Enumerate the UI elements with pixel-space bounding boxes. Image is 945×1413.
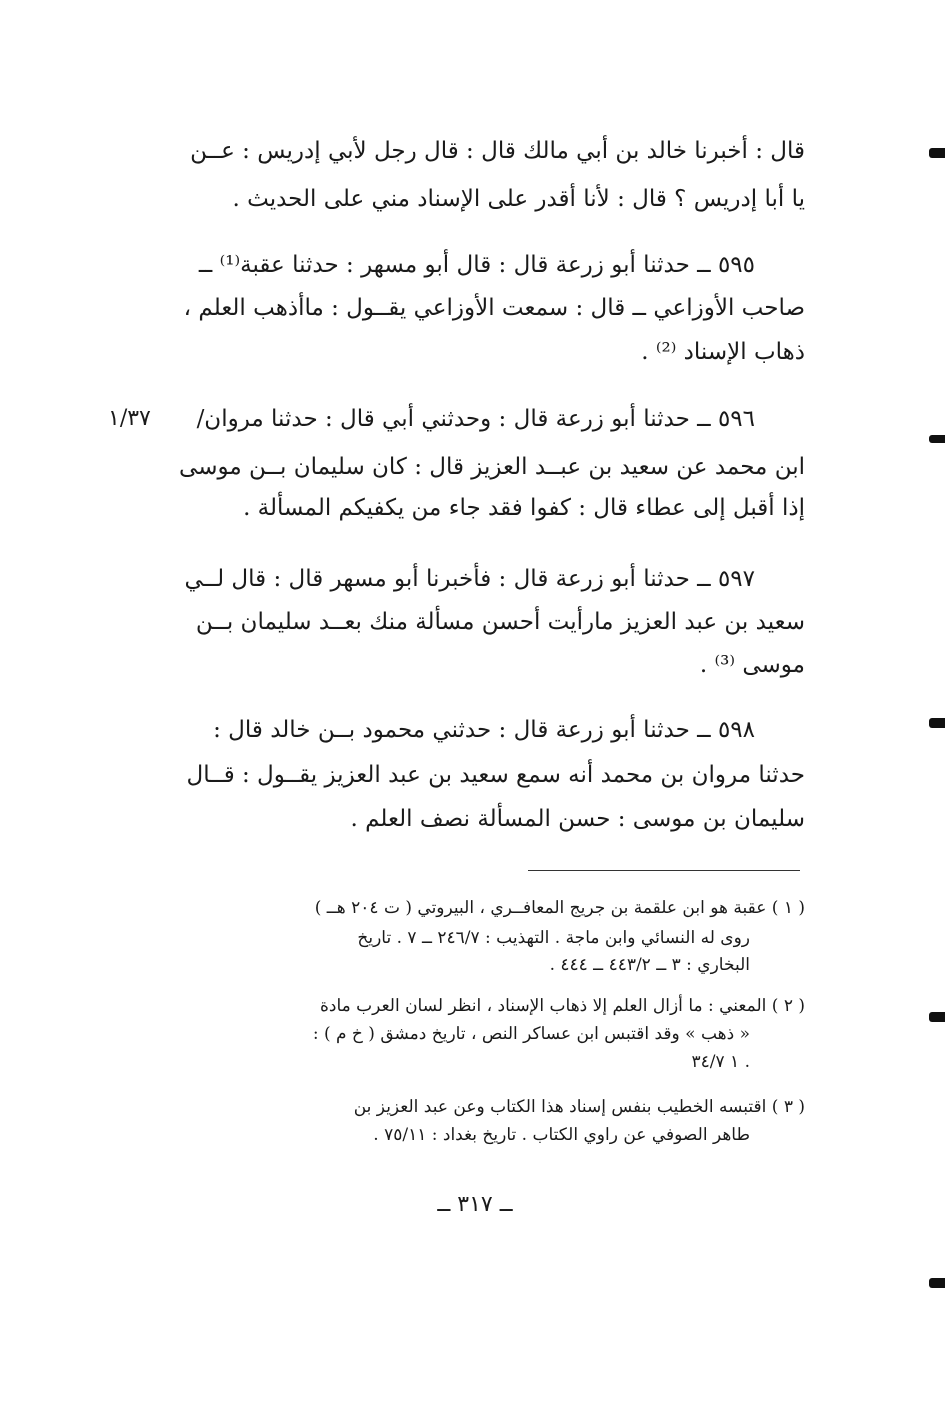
footnote-line: ( ١ ) عقبة هو ابن علقمة بن جريج المعافــري ، البيروتي ( ت ٢٠٤ هــ ) [314,898,805,918]
margin-folio-reference: ١/٣٧ [108,406,151,431]
text-line: إذا أقبل إلى عطاء قال : كفوا فقد جاء من يكفيكم المسألة . [243,495,805,521]
text-line: يا أبا إدريس ؟ قال : لأنا أقدر على الإسناد مني على الحديث . [232,186,805,212]
hadith-596-line: ٥٩٦ ــ حدثنا أبو زرعة قال : وحدثني أبي قال : حدثنا مروان/ [196,406,755,432]
hadith-598-line: ٥٩٨ ــ حدثنا أبو زرعة قال : حدثني محمود بــن خالد قال : [213,717,755,743]
text-line: قال : أخبرنا خالد بن أبي مالك قال : قال رجل لأبي إدريس : عــن [190,138,805,164]
footnote-line: روى له النسائي وابن ماجة . التهذيب : ٢٤٦/٧ ــ ٧ . تاريخ [357,928,750,948]
footnote-line: « ذهب » وقد اقتبس ابن عساكر النص ، تاريخ دمشق ( خ م ) : [312,1024,750,1044]
text-line: صاحب الأوزاعي ــ قال : سمعت الأوزاعي يقــول : ماأذهب العلم ، [183,295,805,321]
scan-edge-mark [929,1278,945,1288]
text-line: ابن محمد عن سعيد بن عبــد العزيز قال : كان سليمان بــن موسى [179,454,805,480]
scan-edge-mark [929,435,945,443]
footnote-line: البخاري : ٣ ــ ٤٤٣/٢ ــ ٤٤٤ . [549,955,750,975]
page-number: ــ ٣١٧ ــ [437,1192,513,1217]
footnote-line: ( ٢ ) المعني : ما أزال العلم إلا ذهاب الإسناد ، انظر لسان العرب مادة [320,996,805,1016]
hadith-597-line: ٥٩٧ ــ حدثنا أبو زرعة قال : فأخبرنا أبو مسهر قال : قال لــي [184,566,755,592]
scan-edge-mark [929,148,945,158]
hadith-595-line: ٥٩٥ ــ حدثنا أبو زرعة قال : قال أبو مسهر : حدثنا عقبة⁽¹⁾ ــ [198,252,755,278]
scan-edge-mark [929,1012,945,1022]
footnote-line: طاهر الصوفي عن راوي الكتاب . تاريخ بغداد : ٧٥/١١ . [373,1125,750,1145]
text-line: ذهاب الإسناد ⁽²⁾ . [641,339,805,365]
footnote-separator [528,870,800,871]
scan-edge-mark [929,718,945,728]
text-line: حدثنا مروان بن محمد أنه سمع سعيد بن عبد العزيز يقــول : قــال [186,762,805,788]
footnote-line: ( ٣ ) اقتبسه الخطيب بنفس إسناد هذا الكتاب وعن عبد العزيز بن [353,1097,805,1117]
footnote-line: . ١ ٣٤/٧ [691,1052,750,1072]
text-line: موسى ⁽³⁾ . [699,652,805,678]
text-line: سعيد بن عبد العزيز مارأيت أحسن مسألة منك بعــد سليمان بــن [195,609,805,635]
text-line: سليمان بن موسى : حسن المسألة نصف العلم . [350,806,805,832]
